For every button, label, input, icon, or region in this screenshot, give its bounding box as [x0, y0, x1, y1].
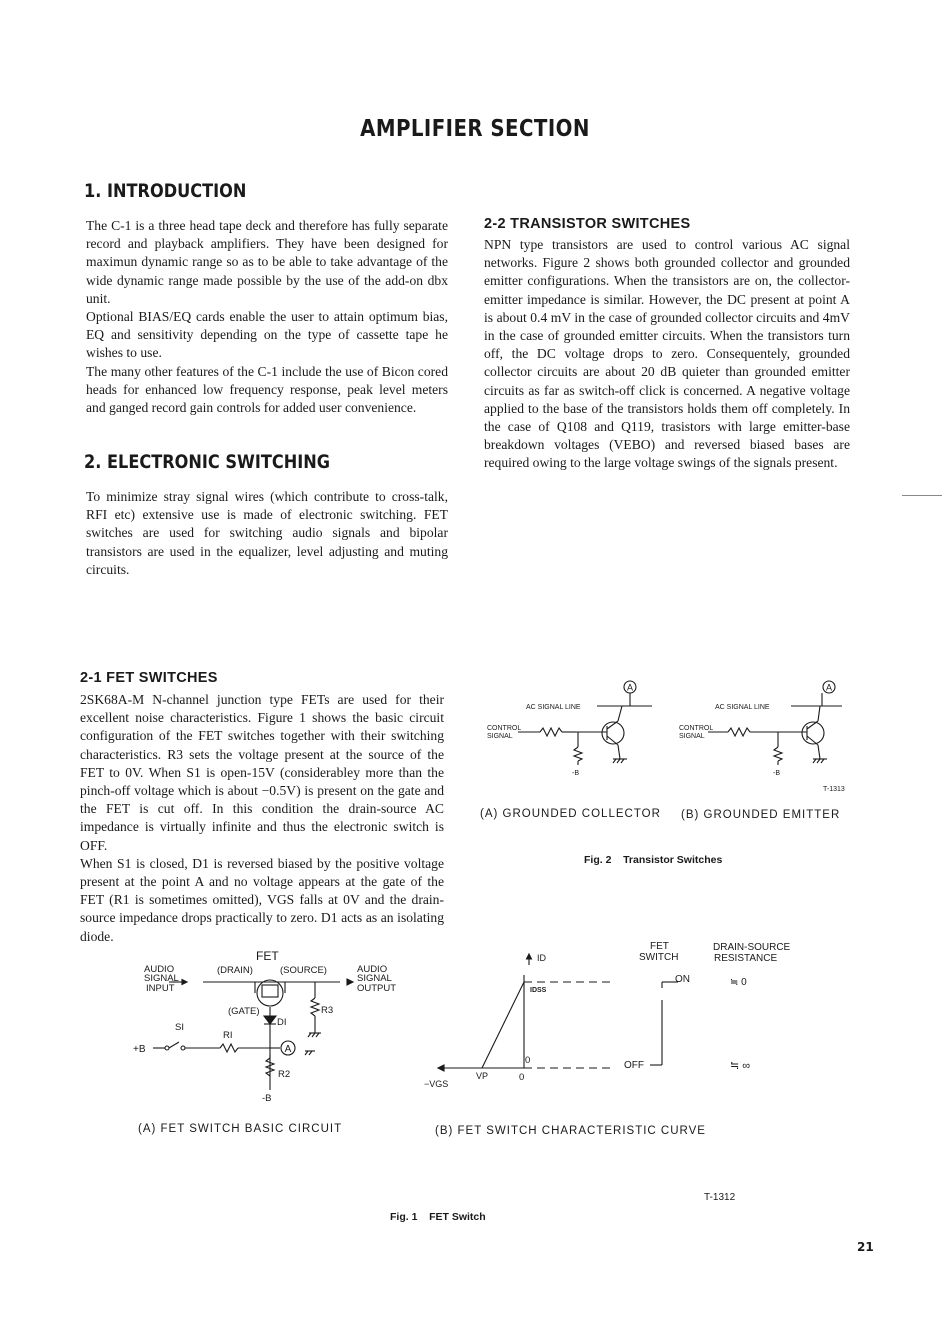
transistor-switch-diagrams: [480, 675, 860, 800]
fig1-col-fet-1: FET: [650, 941, 669, 952]
fet-switch-circuit: [125, 945, 415, 1105]
fig2b-supply-label: -B: [773, 770, 780, 777]
fig1-off-label: OFF: [624, 1060, 644, 1071]
scan-mark: [902, 495, 942, 496]
fig1-audio-out-1: AUDIO: [357, 964, 388, 975]
fig1-d1-label: DI: [277, 1017, 287, 1028]
intro-paragraph-3: The many other features of the C-1 include the use of Bicon cored heads for enhanced low frequency response, peak level meters and ganged record gain controls for added user convenience.: [86, 363, 448, 416]
fig1-plus-b-label: +B: [133, 1044, 146, 1055]
fet-switches-paragraph-1: 2SK68A-M N-channel junction type FETs are used for their excellent noise characteristics. Figure 1 shows the basic circuit configuration of the FET switches together with their switching characteristics. R3 sets the voltage present at the source of the FET to 0V. When S1 is open-15V (considerabley more than the pinch-off voltage which is about −0.5V) is present on the gate and the FET is cut off. In this condition the drain-source AC impedance is virtually infinite and thus the electronic switch is OFF.: [80, 692, 444, 853]
electronic-switching-text: [86, 488, 448, 579]
page-number: 21: [857, 1240, 874, 1254]
fig2a-caption: (A) GROUNDED COLLECTOR: [480, 808, 661, 820]
fig1-audio-in-3: INPUT: [146, 983, 175, 994]
electronic-switching-paragraph: To minimize stray signal wires (which contribute to cross-talk, RFI etc) extensive use is made of electronic switching. FET switches are used for switching audio signals and bipolar transistors are used in the equalizer, level adjusting and muting circuits.: [86, 489, 448, 577]
fig1-on-label: ON: [675, 974, 690, 985]
fig1-col-res-2: RESISTANCE: [714, 953, 778, 964]
fig1-r1-label: RI: [223, 1030, 233, 1041]
fig1-id-label: ID: [537, 953, 546, 963]
fig1-idss-label: IDSS: [530, 987, 547, 994]
fig2b-point-label: A: [825, 682, 833, 693]
fig2a-signal-label: SIGNAL: [487, 733, 513, 740]
fig2b-ac-line-label: AC SIGNAL LINE: [715, 704, 770, 711]
fet-switches-text: [80, 691, 444, 946]
fig2a-supply-label: -B: [572, 770, 579, 777]
fig2b-control-label: CONTROL: [679, 725, 714, 732]
intro-text: [86, 217, 448, 417]
fig1-s1-label: SI: [175, 1022, 184, 1033]
fig1-audio-in-2: SIGNAL: [144, 973, 179, 984]
fet-switches-heading: 2-1 FET SWITCHES: [80, 670, 218, 686]
fig1-col-fet-2: SWITCH: [639, 952, 679, 963]
fig1-audio-out-3: OUTPUT: [357, 983, 397, 994]
fig1-vgs-label: −VGS: [424, 1079, 449, 1089]
fig1-r2-label: R2: [278, 1069, 291, 1080]
fet-switches-paragraph-2: When S1 is closed, D1 is reversed biased by the positive voltage present at the point A and no voltage appears at the gate of the FET (R1 is sometimes omitted), VGS falls at 0V and the drain-source impedance drops practically to zero. D1 acts as an isolating diode.: [80, 855, 444, 944]
intro-heading: 1. INTRODUCTION: [84, 180, 247, 202]
fet-characteristic-curve: [420, 935, 820, 1095]
fig1-point-a-label: A: [284, 1044, 292, 1055]
fig2a-point-label: A: [626, 682, 634, 693]
fig2a-control-label: CONTROL: [487, 725, 522, 732]
fig1-fet-label: FET: [256, 949, 279, 963]
transistor-switches-paragraph: NPN type transistors are used to control various AC signal networks. Figure 2 shows both grounded collector and grounded emitter configurations. When the transistors are on, the collector-emitter impedance is similar. However, the DC present at point A is about 0.4 mV in the case of grounded collector circuits and 4mV in the case of grounded emitter circuits. When the transistors turn off, the DC voltage drops to zero. Consequentely, grounded collector circuits are about 20 dB quieter than grounded emitter circuits as far as switch-off click is concerned. A negative voltage applied to the base of the transistors holds them off completely. In the case of Q108 and Q119, trasistors with large emitter-base breakdown voltages (VEBO) and reversed biased bases are required owing to the large voltage swings of the signals present.: [484, 237, 850, 471]
fig2a-ac-line-label: AC SIGNAL LINE: [526, 704, 581, 711]
fig1-r3-label: R3: [321, 1005, 334, 1016]
intro-paragraph-1: The C-1 is a three head tape deck and therefore has fully separate record and playback amplifiers. They have been designed for maximun dynamic range so as to be able to take advantage of the wide dynamic range made possible by the use of the add-on dbx unit.: [86, 218, 448, 306]
fig2b-signal-label: SIGNAL: [679, 733, 705, 740]
fig1-off-resistance: ≒ ∞: [730, 1060, 751, 1072]
fig1-col-res-1: DRAIN-SOURCE: [713, 942, 791, 953]
fig1-audio-out-2: SIGNAL: [357, 973, 392, 984]
fig1-minus-b-label: -B: [262, 1093, 272, 1104]
transistor-switches-text: [484, 236, 850, 473]
fig1-vp-label: VP: [476, 1071, 489, 1081]
fig1-gate-label: (GATE): [228, 1006, 260, 1017]
fig1a-caption: (A) FET SWITCH BASIC CIRCUIT: [138, 1123, 343, 1135]
electronic-switching-heading: 2. ELECTRONIC SWITCHING: [84, 451, 331, 473]
fig2-code: T-1313: [823, 786, 845, 793]
fig1-on-resistance: ≒ 0: [730, 977, 747, 988]
fig1-zero-h-label: 0: [519, 1072, 525, 1083]
fig1-zero-v-label: 0: [525, 1055, 531, 1066]
fig2-caption: Fig. 2 Transistor Switches: [584, 854, 723, 866]
fig1-caption: Fig. 1 FET Switch: [390, 1211, 486, 1223]
fig1-source-label: (SOURCE): [280, 965, 327, 976]
intro-paragraph-2: Optional BIAS/EQ cards enable the user to attain optimum bias, EQ and sensitivity depending on the type of cassette tape he wishes to use.: [86, 309, 448, 361]
fig2b-caption: (B) GROUNDED EMITTER: [681, 809, 841, 821]
fig1-audio-in-1: AUDIO: [144, 964, 175, 975]
fig1-drain-label: (DRAIN): [217, 965, 253, 976]
fig1-code: T-1312: [704, 1192, 736, 1203]
fig1b-caption: (B) FET SWITCH CHARACTERISTIC CURVE: [435, 1125, 706, 1137]
page-title: AMPLIFIER SECTION: [360, 116, 590, 142]
transistor-switches-heading: 2-2 TRANSISTOR SWITCHES: [484, 216, 691, 232]
